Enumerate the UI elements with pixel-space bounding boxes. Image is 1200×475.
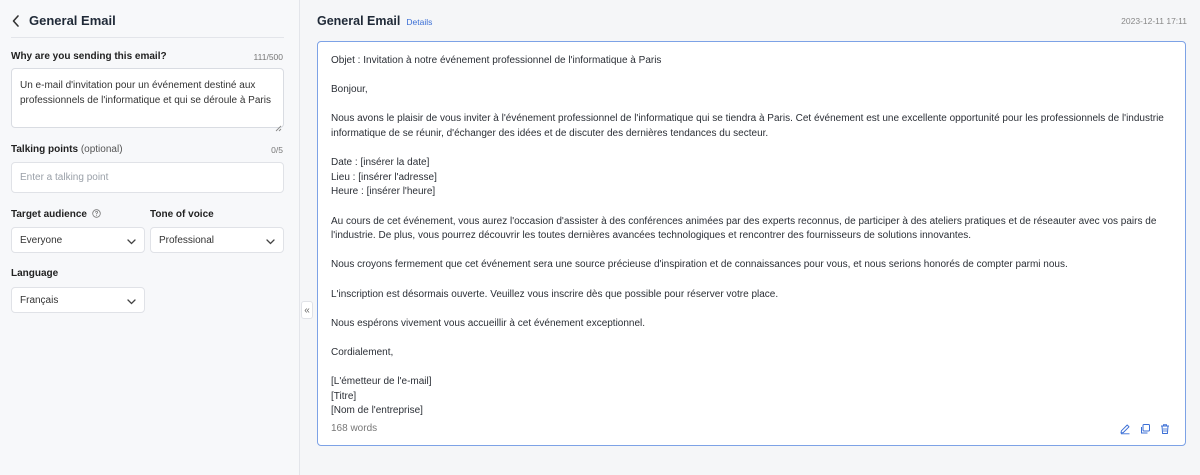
back-button[interactable] [11,13,116,28]
info-icon[interactable] [92,209,101,218]
chevron-left-icon [11,14,21,28]
collapse-sidebar-button[interactable]: « [301,301,313,319]
talking-points-label-text: Talking points [11,144,79,155]
chevron-down-icon [266,237,275,243]
email-paragraph: Nous espérons vivement vous accueillir à cet événement exceptionnel. [331,317,646,329]
tone-label: Tone of voice [150,209,214,220]
purpose-textarea[interactable] [11,68,284,128]
email-paragraph: L'inscription est désormais ouverte. Veuillez vous inscrire dès que possible pour réserver votre place. [331,288,779,300]
target-audience-select[interactable] [11,227,145,253]
email-paragraph: Nous avons le plaisir de vous inviter à l'événement professionnel de l'informatique qui se tiendra à Paris. Cet événement est une excellente opportunité pour les professionnels de l'industrie informatique de se réunir, d'échanger des idées et de discuter des dernières tendances du secteur. [331,113,1164,139]
email-body [331,54,1169,419]
email-paragraph: Nous croyons fermement que cet événement sera une source précieuse d'inspiration et de connaissances pour vous, et nous serions honorés de compter parmi nous. [331,259,1068,271]
email-header [317,14,432,28]
talking-point-input[interactable] [11,162,284,193]
talking-points-label [11,144,123,155]
language-value: Français [20,294,59,306]
language-select[interactable] [11,287,145,313]
timestamp: 2023-12-11 17:11 [1121,16,1187,26]
optional-label: (optional) [80,144,123,155]
details-link[interactable]: Details [406,17,433,27]
email-paragraph: Date : [insérer la date] Lieu : [insérer l'adresse] Heure : [insérer l'heure] [331,157,437,198]
email-paragraph: Objet : Invitation à notre événement professionnel de l'informatique à Paris [331,55,662,66]
sidebar-title: General Email [29,13,116,28]
resize-handle-icon[interactable] [274,119,282,127]
email-paragraph: [L'émetteur de l'e-mail] [Titre] [Nom de l'entreprise] [331,376,432,417]
card-actions [1119,422,1171,434]
trash-icon[interactable] [1159,422,1171,434]
target-audience-label [11,209,101,220]
chevron-down-icon [127,297,136,303]
word-count: 168 words [331,423,378,434]
email-paragraph: Cordialement, [331,346,394,358]
email-paragraph: Au cours de cet événement, vous aurez l'occasion d'assister à des conférences animées par des experts reconnus, de participer à des ateliers pratiques et de réseauter avec vos pairs de l'industrie. De plus, vous pourrez découvrir les toutes dernières avancées technologiques et rencontrer des fournisseurs de solutions innovantes. [331,215,1157,242]
divider [11,37,284,38]
chevron-down-icon [127,237,136,243]
target-audience-label-text: Target audience [11,209,87,220]
tone-value: Professional [159,234,215,246]
edit-icon[interactable] [1119,422,1131,434]
email-paragraph: Bonjour, [331,84,368,96]
page-title: General Email [317,14,401,28]
purpose-counter: 111/500 [253,52,283,62]
tone-select[interactable] [150,227,284,253]
settings-sidebar [0,0,300,475]
target-audience-value: Everyone [20,234,63,246]
purpose-label: Why are you sending this email? [11,51,167,62]
email-output-card[interactable] [317,41,1186,446]
copy-icon[interactable] [1139,422,1151,434]
talking-points-counter: 0/5 [271,145,283,155]
language-label: Language [11,268,59,279]
